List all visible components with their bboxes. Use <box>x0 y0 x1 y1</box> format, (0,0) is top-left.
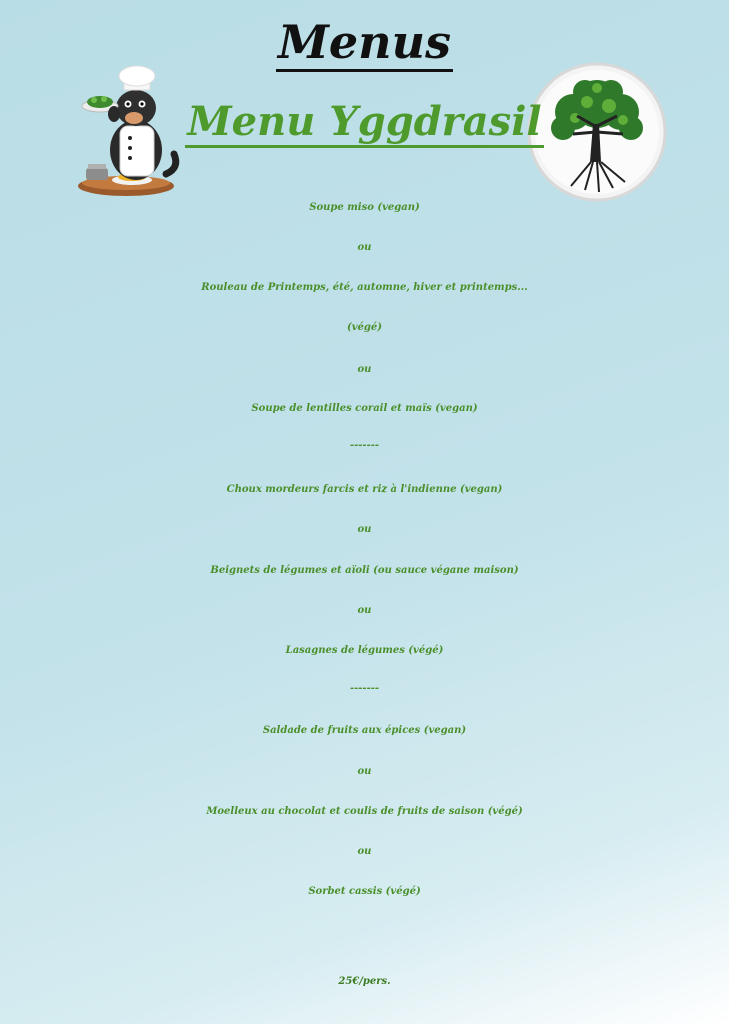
or-separator: ou <box>357 605 372 616</box>
menu-item-starter-2-tag: (végé) <box>347 322 382 333</box>
menu-item-main-2: Beignets de légumes et aïoli (ou sauce végane maison) <box>210 565 519 576</box>
or-separator: ou <box>357 766 372 777</box>
or-separator: ou <box>357 364 372 375</box>
or-separator: ou <box>357 242 372 253</box>
menu-name: Menu Yggdrasil <box>0 96 729 148</box>
menu-item-dessert-2: Moelleux au chocolat et coulis de fruits de saison (végé) <box>206 806 523 817</box>
menu-item-dessert-1: Saldade de fruits aux épices (vegan) <box>262 725 467 736</box>
page-title: Menus <box>0 14 729 70</box>
course-divider: ------- <box>349 440 380 451</box>
course-divider: ------- <box>349 683 380 694</box>
or-separator: ou <box>357 524 372 535</box>
or-separator: ou <box>357 846 372 857</box>
menu-item-dessert-3: Sorbet cassis (végé) <box>308 886 421 897</box>
price: 25€/pers. <box>338 976 391 987</box>
menu-item-main-3: Lasagnes de légumes (végé) <box>285 645 444 656</box>
menu-item-starter-2: Rouleau de Printemps, été, automne, hiver et printemps... <box>201 282 528 293</box>
menu-item-starter-1: Soupe miso (vegan) <box>309 202 420 213</box>
menu-item-starter-3: Soupe de lentilles corail et maïs (vegan) <box>251 403 478 414</box>
menu-item-main-1: Choux mordeurs farcis et riz à l'indienne (vegan) <box>226 484 503 495</box>
